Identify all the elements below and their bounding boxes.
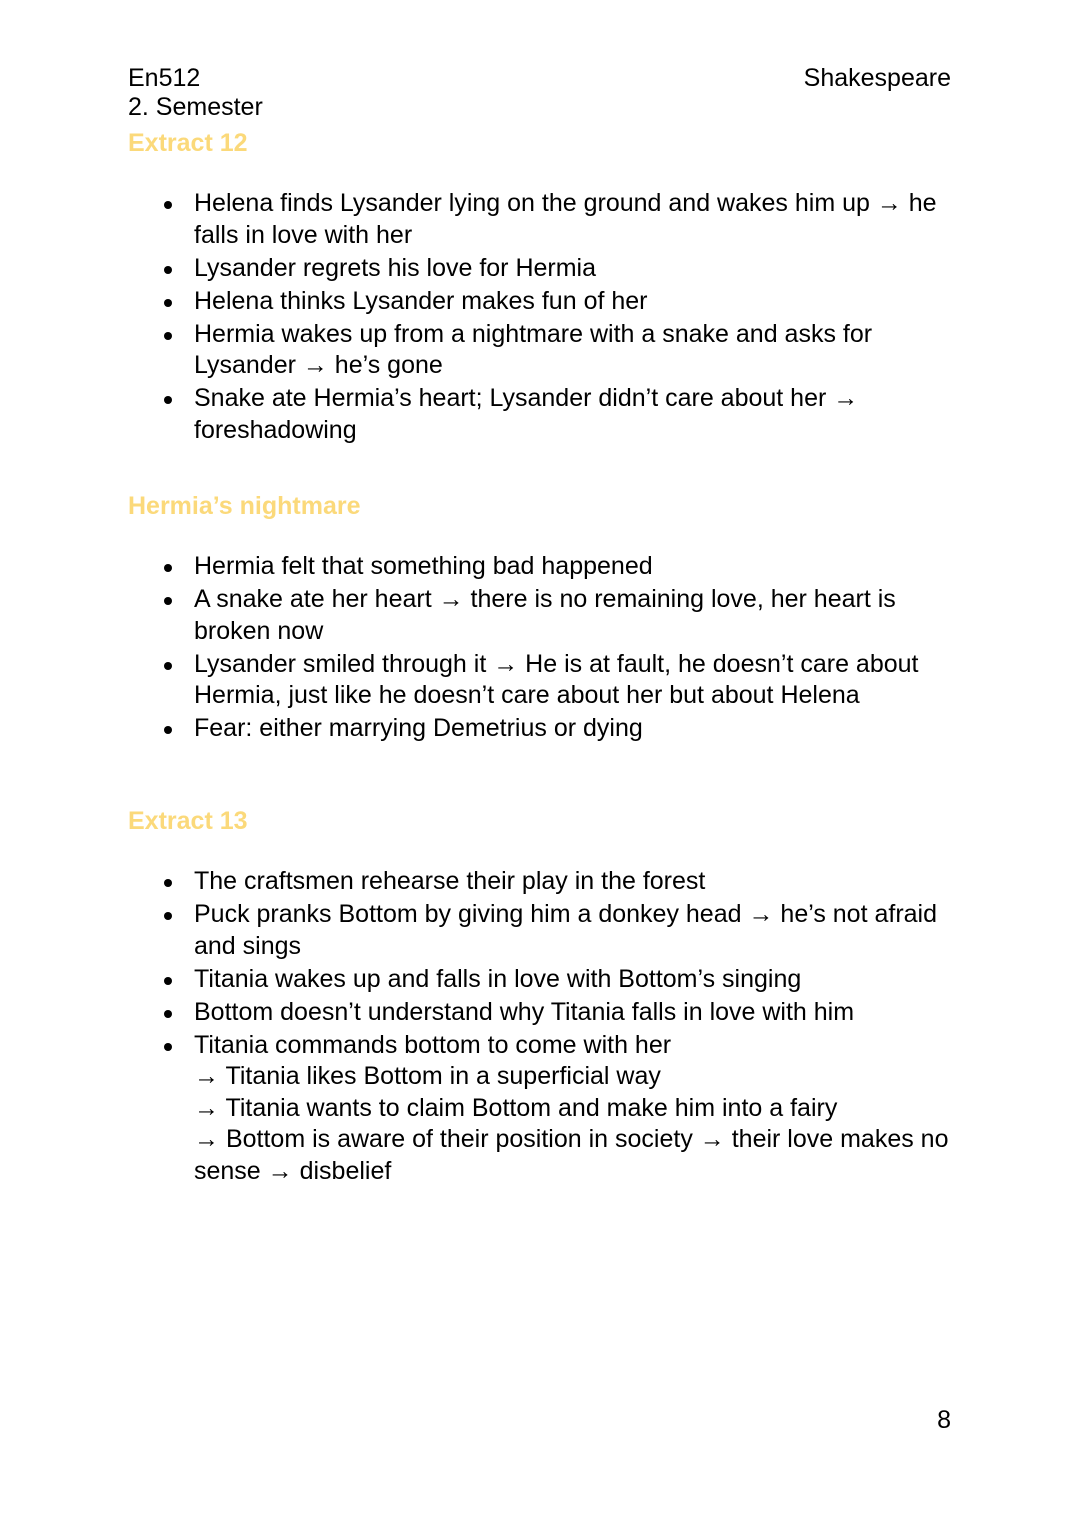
list-item-text: Bottom doesn’t understand why Titania falls in love with him <box>194 997 855 1026</box>
bullet-icon <box>164 662 172 670</box>
list-item <box>194 899 974 962</box>
list-item <box>194 584 974 647</box>
list-item <box>194 286 974 318</box>
list-item-text: Puck pranks Bottom by giving him a donkey head → he’s not afraid and sings <box>194 900 938 960</box>
list-item-text: Hermia felt that something bad happened <box>194 552 653 580</box>
list-item <box>194 964 974 996</box>
list-item <box>194 253 974 285</box>
list-item-text: Titania wakes up and falls in love with Bottom’s singing <box>194 964 802 993</box>
list-item-text: Snake ate Hermia’s heart; Lysander didn’t care about her → foreshadowing <box>194 384 859 444</box>
list-item <box>194 188 974 251</box>
bullet-icon <box>164 1010 172 1018</box>
list-item <box>194 383 974 446</box>
bullet-icon <box>164 912 172 920</box>
list-item-text: Lysander regrets his love for Hermia <box>194 253 597 282</box>
list-item-text: Lysander smiled through it → He is at fault, he doesn’t care about Hermia, just like he doesn’t care about her but about Helena <box>194 649 919 709</box>
list-item <box>194 997 974 1029</box>
page-number: 8 <box>937 1406 951 1434</box>
header-left <box>128 64 263 122</box>
bullet-icon <box>164 1043 172 1051</box>
course-code: En512 <box>128 64 201 92</box>
list-item-text: A snake ate her heart → there is no remaining love, her heart is broken now <box>194 585 896 645</box>
list-item-text: Helena thinks Lysander makes fun of her <box>194 286 648 315</box>
bullet-icon <box>164 332 172 340</box>
list-item-text: Helena finds Lysander lying on the ground and wakes him up → he falls in love with her <box>194 189 937 249</box>
bullet-icon <box>164 977 172 985</box>
section-heading-extract-13: Extract 13 <box>128 807 248 835</box>
bullet-icon <box>164 266 172 274</box>
list-item <box>194 713 974 745</box>
bullet-icon <box>164 299 172 307</box>
sub-point: → Titania wants to claim Bottom and make him into a fairy <box>194 1093 838 1122</box>
extract-12-list <box>194 188 974 448</box>
list-item-text: Fear: either marrying Demetrius or dying <box>194 714 643 742</box>
bullet-icon <box>164 879 172 887</box>
list-item <box>194 866 974 898</box>
bullet-icon <box>164 396 172 404</box>
bullet-icon <box>164 597 172 605</box>
list-item-text: Hermia wakes up from a nightmare with a snake and asks for Lysander → he’s gone <box>194 319 873 379</box>
extract-13-list <box>194 866 974 1189</box>
list-item <box>194 649 974 712</box>
subject-title: Shakespeare <box>803 64 951 92</box>
semester-label: 2. Semester <box>128 93 263 121</box>
list-item <box>194 319 974 382</box>
section-heading-hermias-nightmare: Hermia’s nightmare <box>128 492 361 520</box>
list-item-text: Titania commands bottom to come with her <box>194 1030 672 1059</box>
sub-point: → Titania likes Bottom in a superficial way <box>194 1062 661 1090</box>
list-item <box>194 1030 974 1188</box>
bullet-icon <box>164 201 172 209</box>
list-item-text: The craftsmen rehearse their play in the forest <box>194 867 706 895</box>
bullet-icon <box>164 564 172 572</box>
list-item <box>194 551 974 583</box>
hermias-nightmare-list <box>194 551 974 746</box>
bullet-icon <box>164 726 172 734</box>
sub-point: → Bottom is aware of their position in society → their love makes no sense → disbelief <box>194 1125 949 1185</box>
section-heading-extract-12: Extract 12 <box>128 129 248 157</box>
